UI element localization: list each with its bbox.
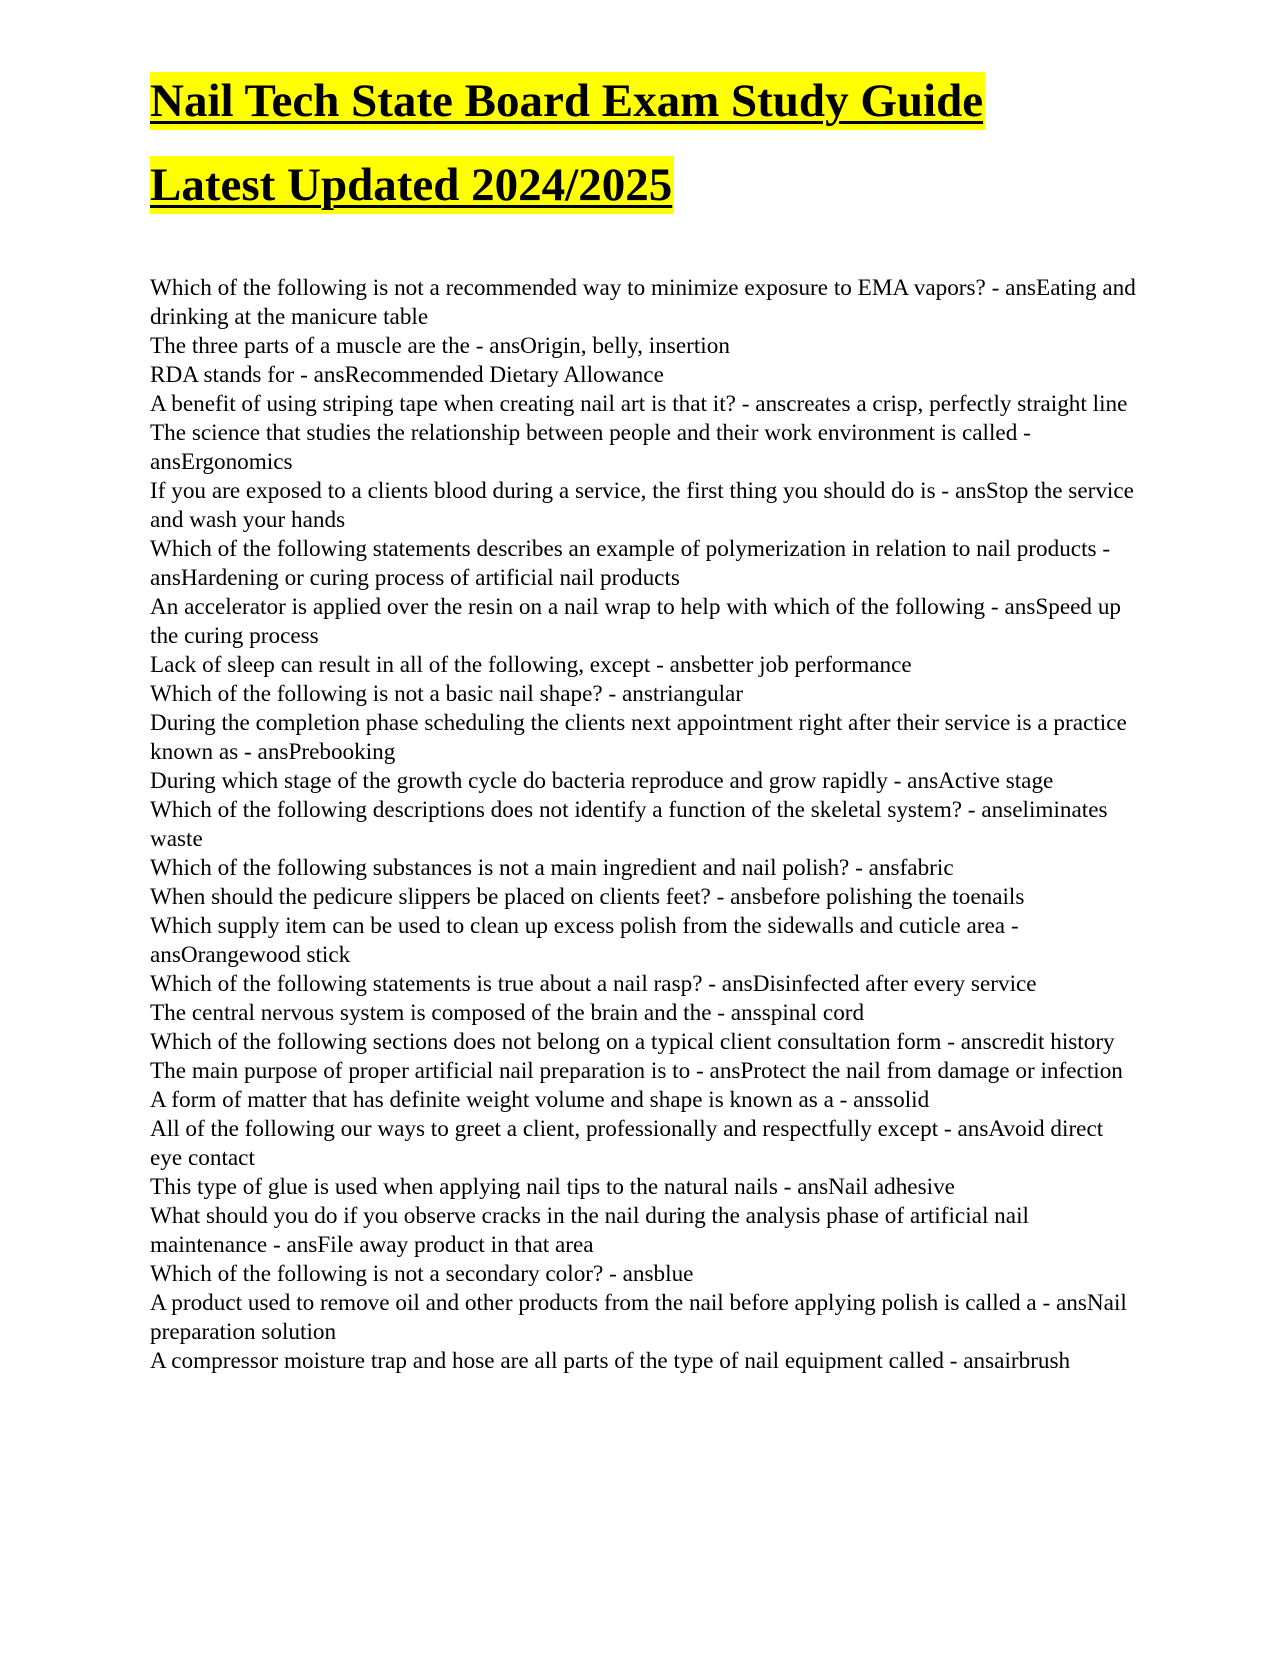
document-title (150, 72, 1150, 214)
qa-item: Which of the following is not a basic nail shape? - anstriangular (150, 681, 744, 707)
qa-item: RDA stands for - ansRecommended Dietary Allowance (150, 362, 664, 388)
qa-item: If you are exposed to a clients blood during a service, the first thing you should do is - ansStop the service and wash your hands (150, 478, 1134, 533)
qa-item: Lack of sleep can result in all of the following, except - ansbetter job performance (150, 652, 912, 678)
question-answer-list (150, 274, 1140, 1376)
qa-item: Which of the following substances is not a main ingredient and nail polish? - ansfabric (150, 855, 954, 881)
qa-item: During which stage of the growth cycle do bacteria reproduce and grow rapidly - ansActive stage (150, 768, 1054, 794)
qa-item: During the completion phase scheduling the clients next appointment right after their service is a practice known as - ansPrebooking (150, 710, 1127, 765)
qa-item: A benefit of using striping tape when creating nail art is that it? - anscreates a crisp, perfectly straight line (150, 391, 1128, 417)
qa-item: Which of the following is not a secondary color? - ansblue (150, 1261, 694, 1287)
qa-item: The science that studies the relationship between people and their work environment is called - ansErgonomics (150, 420, 1031, 475)
qa-item: Which of the following statements is true about a nail rasp? - ansDisinfected after every service (150, 971, 1037, 997)
qa-item: Which of the following sections does not belong on a typical client consultation form - anscredit history (150, 1029, 1115, 1055)
qa-item: All of the following our ways to greet a client, professionally and respectfully except - ansAvoid direct eye contact (150, 1116, 1104, 1171)
qa-item: Which supply item can be used to clean up excess polish from the sidewalls and cuticle area - ansOrangewood stick (150, 913, 1019, 968)
qa-item: The central nervous system is composed of the brain and the - ansspinal cord (150, 1000, 865, 1026)
title-line-1: Nail Tech State Board Exam Study Guide (150, 72, 985, 130)
qa-item: A form of matter that has definite weight volume and shape is known as a - anssolid (150, 1087, 930, 1113)
qa-item: The three parts of a muscle are the - ansOrigin, belly, insertion (150, 333, 730, 359)
qa-item: When should the pedicure slippers be placed on clients feet? - ansbefore polishing the toenails (150, 884, 1025, 910)
qa-item: The main purpose of proper artificial nail preparation is to - ansProtect the nail from damage or infection (150, 1058, 1123, 1084)
qa-item: An accelerator is applied over the resin on a nail wrap to help with which of the following - ansSpeed up the curing process (150, 594, 1122, 649)
title-line-2: Latest Updated 2024/2025 (150, 156, 674, 214)
qa-item: Which of the following is not a recommended way to minimize exposure to EMA vapors? - ansEating and drinking at the manicure table (150, 275, 1136, 330)
qa-item: What should you do if you observe cracks in the nail during the analysis phase of artificial nail maintenance - ansFile away product in that area (150, 1203, 1029, 1258)
qa-item: Which of the following statements describes an example of polymerization in relation to nail products - ansHardening or curing process of artificial nail products (150, 536, 1111, 591)
qa-item: A compressor moisture trap and hose are all parts of the type of nail equipment called - ansairbrush (150, 1348, 1071, 1374)
qa-item: Which of the following descriptions does not identify a function of the skeletal system? - anseliminates waste (150, 797, 1108, 852)
qa-item: A product used to remove oil and other products from the nail before applying polish is called a - ansNail preparation solution (150, 1290, 1127, 1345)
qa-item: This type of glue is used when applying nail tips to the natural nails - ansNail adhesive (150, 1174, 955, 1200)
